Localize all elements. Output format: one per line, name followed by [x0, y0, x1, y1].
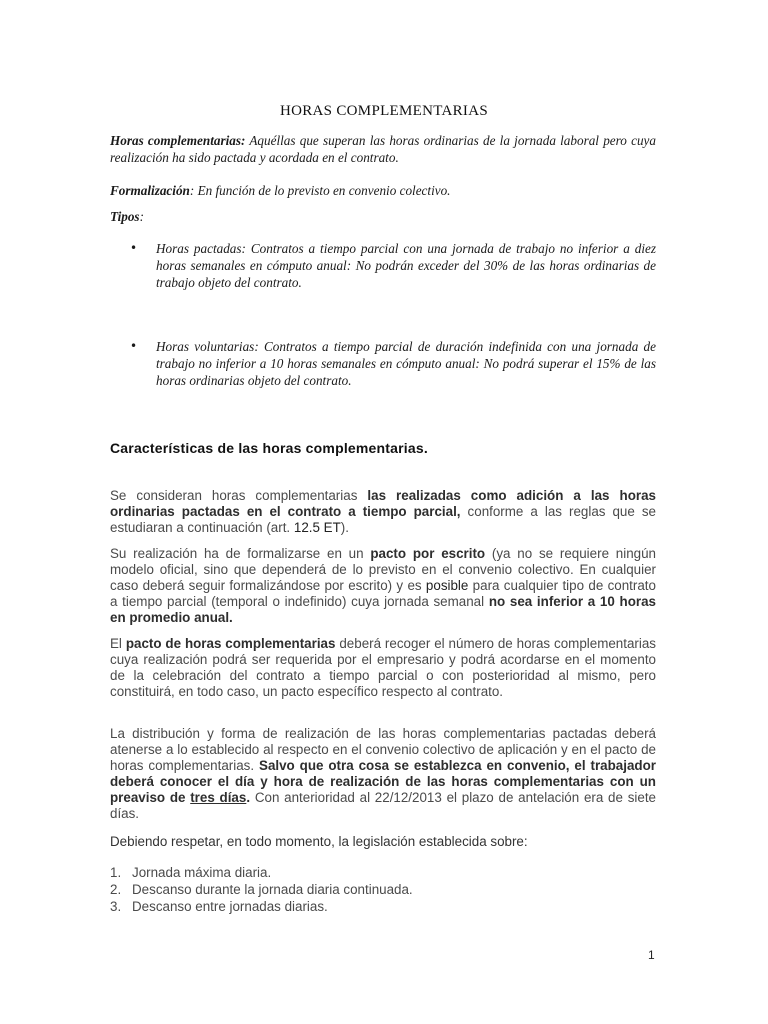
- tipos-paragraph: [110, 208, 656, 225]
- para4-bold-underlined: tres días: [190, 790, 247, 805]
- tipos-suffix: :: [139, 209, 144, 224]
- para2-bold-2: no sea inferior a 10 horas en promedio anual.: [110, 594, 656, 625]
- para1-text: Se consideran horas complementarias: [110, 488, 368, 503]
- paragraph-1: [110, 488, 656, 536]
- tipos-label: Tipos: [110, 209, 140, 224]
- para2-word: posible: [425, 578, 469, 593]
- formalizacion-paragraph: [110, 182, 656, 199]
- list-item: [110, 898, 656, 915]
- para3-bold: pacto de horas complementarias: [125, 636, 336, 651]
- list-text: Descanso durante la jornada diaria continuada.: [132, 882, 413, 897]
- list-number: 1.: [110, 865, 122, 880]
- formalizacion-text: : En función de lo previsto en convenio colectivo.: [189, 183, 451, 198]
- definition-text: Aquéllas que superan las horas ordinarias de la jornada laboral pero cuya realización ha sido pactada y acordada en el contrato.: [110, 133, 656, 165]
- tipos-list-2: [110, 338, 656, 389]
- list-item: [110, 864, 656, 881]
- page-number: 1: [648, 948, 655, 962]
- para1-text-2: conforme a las reglas que se estudiaran a continuación (art.: [110, 504, 656, 535]
- list-number: 2.: [110, 882, 122, 897]
- para3-text: El: [110, 636, 126, 651]
- para2-text-2: (ya no se requiere ningún modelo oficial, sino que dependerá de lo previsto en el convenio colectivo. En cualquier caso deberá seguir formalizándose por escrito) y es: [110, 546, 657, 593]
- paragraph-5: Debiendo respetar, en todo momento, la legislación establecida sobre:: [110, 834, 528, 849]
- page-title: HORAS COMPLEMENTARIAS: [279, 103, 489, 119]
- definition-paragraph: [110, 132, 656, 166]
- para2-text-3: para cualquier tipo de contrato a tiempo parcial (temporal o indefinido) cuya jornada semanal: [110, 578, 656, 609]
- para4-text: La distribución y forma de realización de las horas complementarias pactadas deberá atenerse a lo establecido al respecto en el convenio colectivo de aplicación y en el pacto de horas complementarias.: [110, 726, 656, 773]
- para4-text-2: Con anterioridad al 22/12/2013 el plazo de antelación era de siete días.: [110, 790, 656, 821]
- definition-label: Horas complementarias:: [110, 133, 246, 148]
- para3-text-2: deberá recoger el número de horas complementarias cuya realización podrá ser requerida por el empresario y podrá acordarse en el momento de la celebración del contrato a tiempo parcial o con posterioridad al mismo, pero constituirá, en todo caso, un pacto específico respecto al contrato.: [110, 636, 656, 699]
- para4-bold-2: .: [246, 790, 251, 805]
- para1-text-3: ).: [340, 520, 349, 535]
- para4-bold: Salvo que otra cosa se establezca en convenio, el trabajador deberá conocer el día y hora de realización de las horas complementarias con un preaviso de: [110, 758, 656, 805]
- list-item: • Horas pactadas: Contratos a tiempo parcial con una jornada de trabajo no inferior a diez horas semanales en cómputo anual: No podrán exceder del 30% de las horas ordinarias de trabajo objeto del contrato.: [110, 240, 656, 291]
- list-text: Jornada máxima diaria.: [132, 865, 272, 880]
- paragraph-4: [110, 726, 656, 822]
- para1-reference: 12.5 ET: [293, 520, 341, 535]
- list-item: • Horas voluntarias: Contratos a tiempo parcial de duración indefinida con una jornada de trabajo no inferior a 10 horas semanales en cómputo anual: No podrá superar el 15% de las horas ordinarias objeto del contrato.: [110, 338, 656, 389]
- list-item: [110, 881, 656, 898]
- list-number: 3.: [110, 899, 122, 914]
- paragraph-3: [110, 636, 656, 700]
- list-text: Descanso entre jornadas diarias.: [132, 899, 328, 914]
- para1-bold: las realizadas como adición a las horas ordinarias pactadas en el contrato a tiempo parcial,: [110, 488, 656, 519]
- paragraph-2: [110, 546, 656, 626]
- section-heading: Características de las horas complementarias.: [110, 440, 428, 456]
- tipos-list: [110, 240, 656, 291]
- para2-bold: pacto por escrito: [370, 546, 486, 561]
- formalizacion-label: Formalización: [110, 183, 190, 198]
- para2-text: Su realización ha de formalizarse en un: [110, 546, 371, 561]
- numbered-list: [110, 864, 656, 915]
